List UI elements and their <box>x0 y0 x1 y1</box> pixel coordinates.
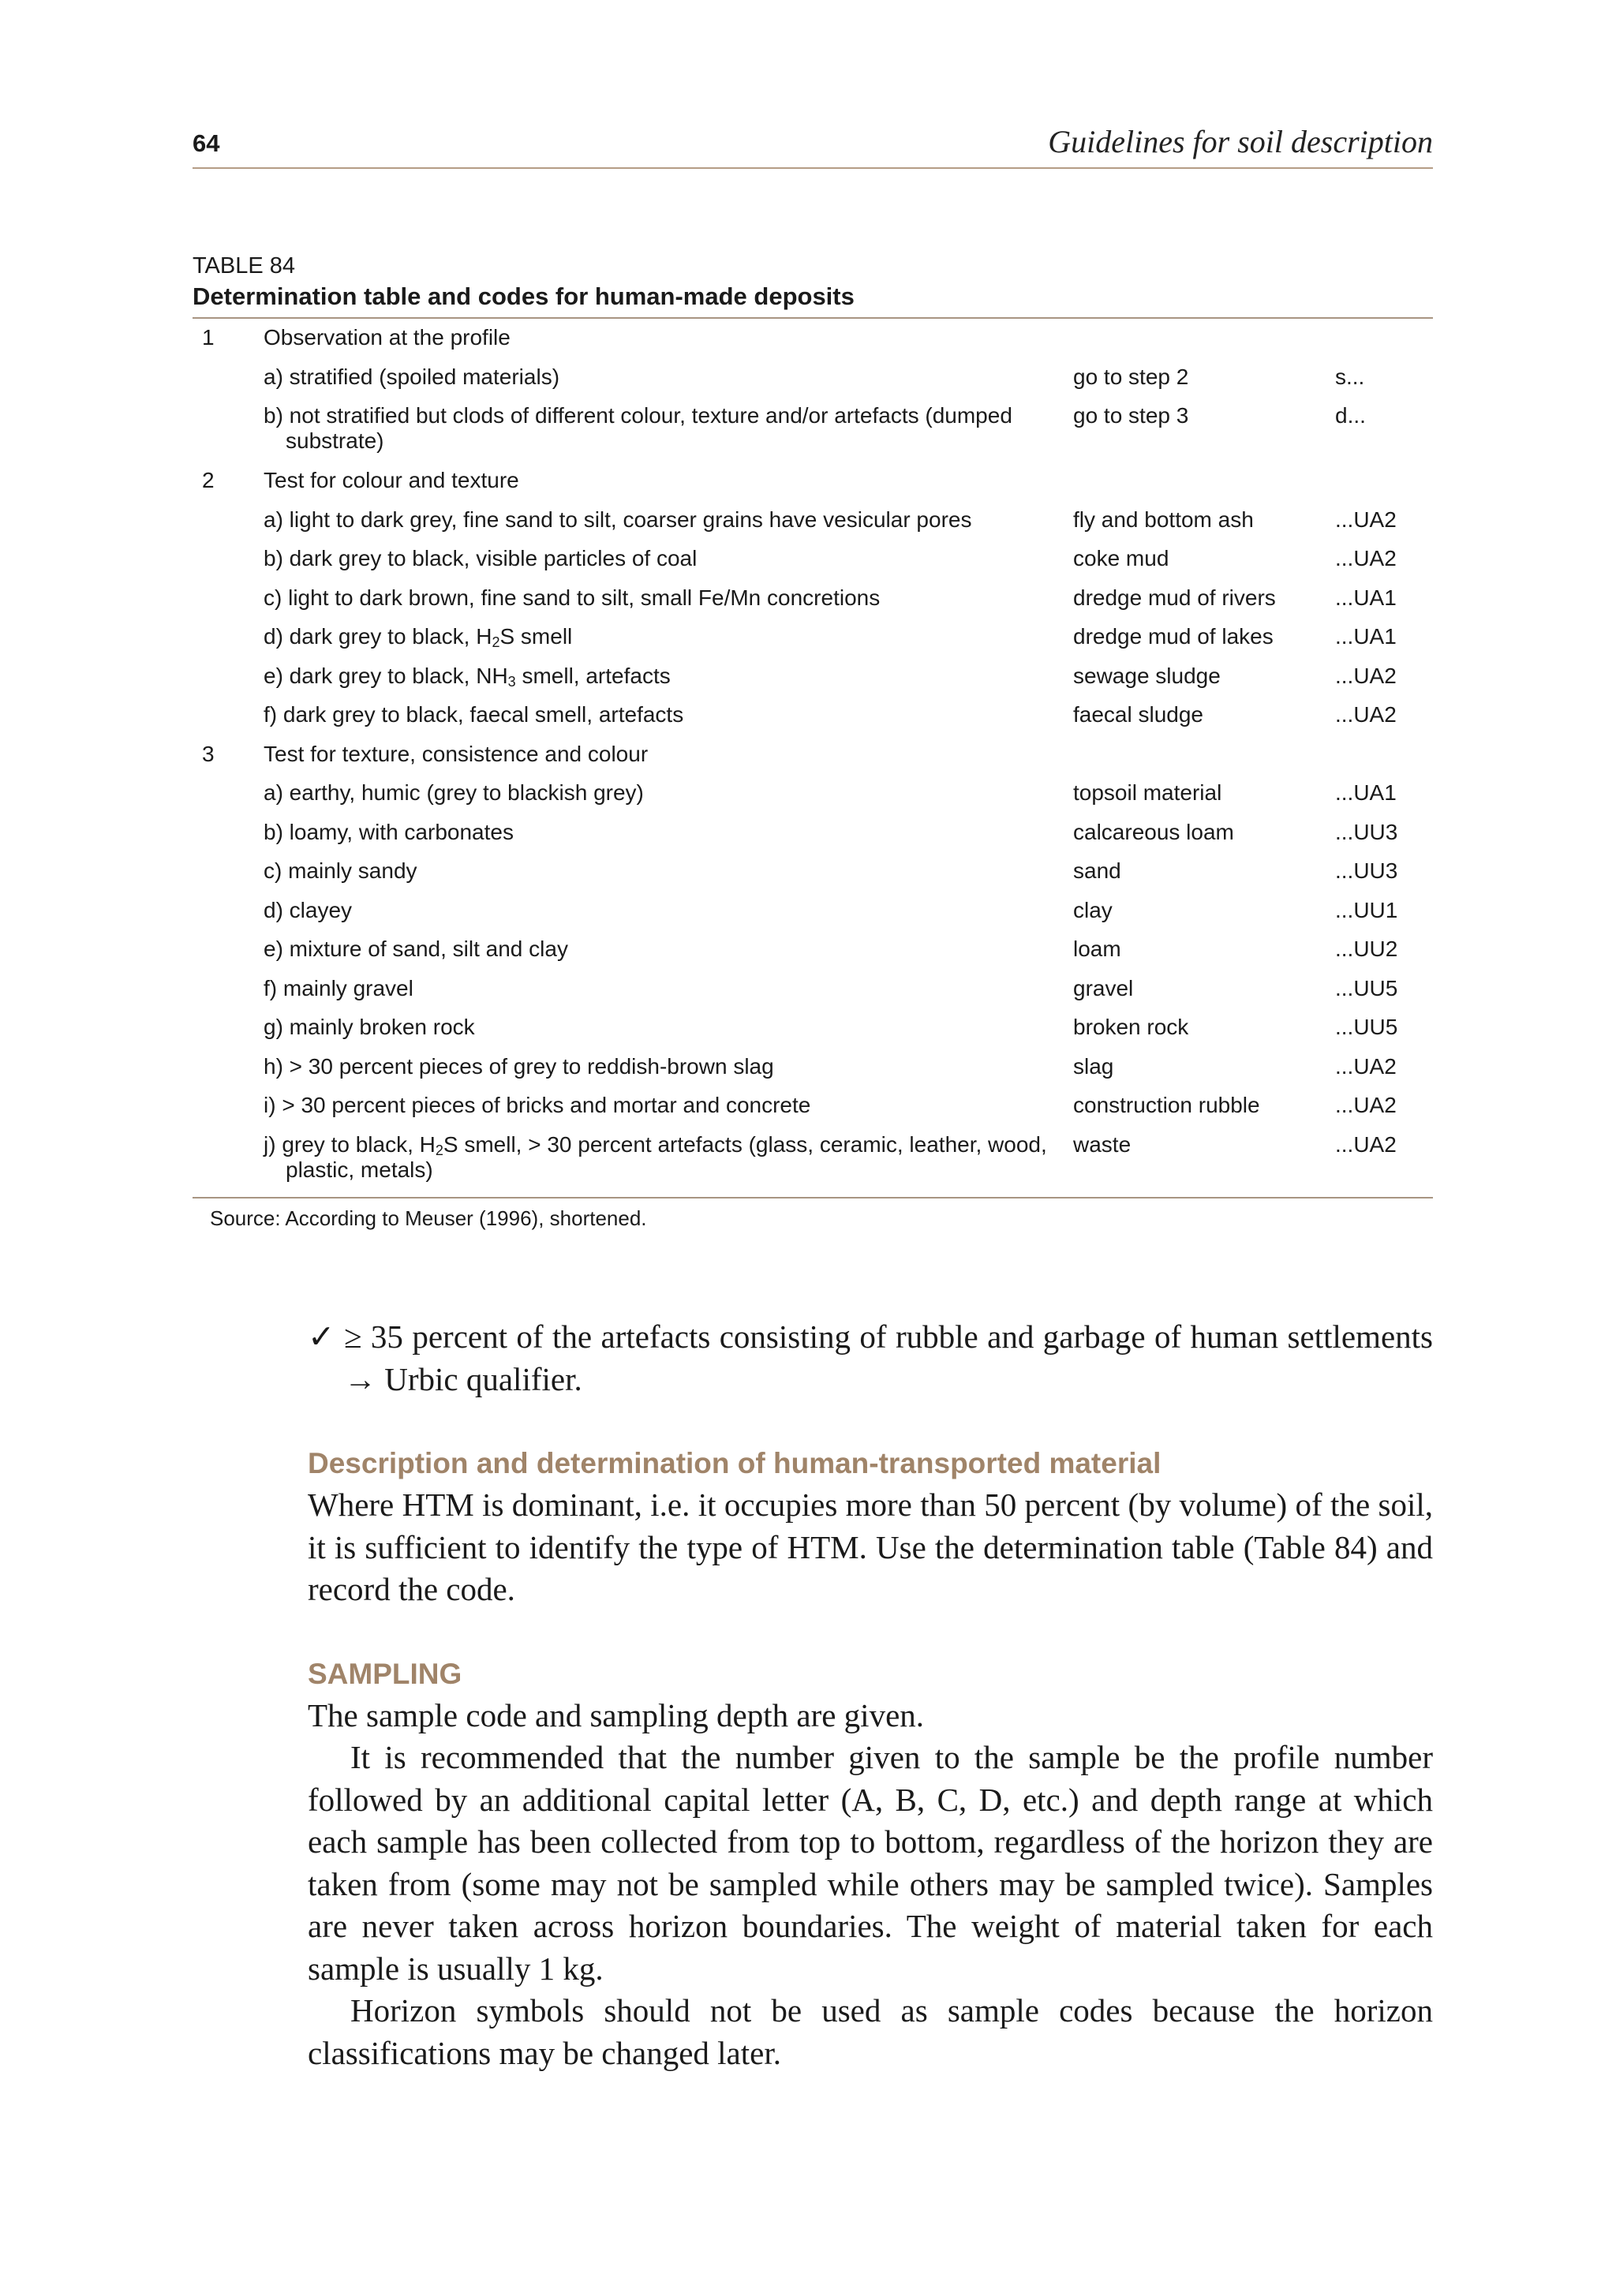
step-number: 2 <box>202 468 215 492</box>
criterion-description <box>264 930 1073 970</box>
urbic-check-item <box>308 1316 1433 1400</box>
deposit-code: ...UA2 <box>1335 663 1397 688</box>
table-row <box>193 930 1433 970</box>
table-row <box>193 319 1433 358</box>
deposit-type: go to step 2 <box>1073 364 1189 389</box>
deposit-type: calcareous loam <box>1073 819 1234 844</box>
deposit-type: coke mud <box>1073 546 1169 570</box>
determination-table-block <box>193 251 1433 1231</box>
criterion-description <box>264 657 1073 697</box>
deposit-code: ...UA1 <box>1335 624 1397 649</box>
check-item-text: ≥ 35 percent of the artefacts consisting of rubble and garbage of human settlements → Urbic qualifier. <box>344 1318 1433 1397</box>
criterion-description <box>264 1126 1073 1191</box>
paragraph-sampling-1: The sample code and sampling depth are given. <box>308 1696 925 1733</box>
table-label: TABLE 84 <box>193 253 296 279</box>
deposit-type: dredge mud of lakes <box>1073 624 1274 649</box>
step-number <box>193 930 264 970</box>
deposit-type: sewage sludge <box>1073 663 1221 688</box>
criterion-description <box>264 813 1073 853</box>
deposit-code: ...UA2 <box>1335 507 1397 532</box>
table-caption: Determination table and codes for human-made deposits <box>193 282 855 310</box>
step-number <box>193 1086 264 1126</box>
table-bottom-rule <box>193 1197 1433 1198</box>
deposit-code <box>1335 319 1433 358</box>
deposit-type <box>1073 462 1335 501</box>
criterion-description <box>264 735 1073 775</box>
description-text: a) earthy, humic (grey to blackish grey) <box>264 780 644 805</box>
deposit-type: fly and bottom ash <box>1073 507 1254 532</box>
step-number <box>193 501 264 540</box>
deposit-type: clay <box>1073 897 1113 922</box>
step-number <box>193 1008 264 1048</box>
deposit-code: ...UU5 <box>1335 1015 1398 1039</box>
step-number <box>193 813 264 853</box>
deposit-code: ...UU5 <box>1335 975 1398 1000</box>
deposit-type <box>1073 319 1335 358</box>
deposit-code: d... <box>1335 403 1366 428</box>
deposit-code: ...UA2 <box>1335 702 1397 727</box>
page-number: 64 <box>193 129 220 157</box>
table-row <box>193 1126 1433 1191</box>
table-row <box>193 1086 1433 1126</box>
paragraph-htm: Where HTM is dominant, i.e. it occupies more than 50 percent (by volume) of the soil, it is sufficient to identify the type of HTM. Use the determination table (Table 84) and record the code. <box>308 1486 1433 1607</box>
step-number: 3 <box>202 741 215 766</box>
deposit-type: topsoil material <box>1073 780 1222 805</box>
subscript: 2 <box>435 1142 443 1158</box>
criterion-description <box>264 1048 1073 1087</box>
description-text: smell, artefacts <box>515 663 671 688</box>
table-row <box>193 618 1433 657</box>
deposit-type: dredge mud of rivers <box>1073 585 1276 610</box>
table-row <box>193 892 1433 931</box>
deposit-type <box>1073 735 1335 775</box>
deposit-code: ...UA2 <box>1335 1093 1397 1117</box>
paragraph-sampling-3: Horizon symbols should not be used as sample codes because the horizon classifications may be changed later. <box>308 1992 1433 2071</box>
deposit-code: ...UA2 <box>1335 1053 1397 1079</box>
deposit-type: gravel <box>1073 975 1134 1000</box>
table-source: Source: According to Meuser (1996), shortened. <box>210 1206 647 1230</box>
step-number <box>193 1126 264 1191</box>
description-text: j) grey to black, H <box>264 1131 436 1157</box>
description-text: e) dark grey to black, NH <box>264 663 508 688</box>
description-text: b) not stratified but clods of different colour, texture and/or artefacts (dumped substrate) <box>264 403 1012 453</box>
determination-table <box>193 319 1433 1191</box>
criterion-description <box>264 970 1073 1009</box>
deposit-type: broken rock <box>1073 1015 1189 1039</box>
description-text: f) mainly gravel <box>264 975 413 1000</box>
step-number <box>193 579 264 619</box>
description-text: Observation at the profile <box>264 325 511 350</box>
table-row <box>193 657 1433 697</box>
step-number <box>193 852 264 892</box>
table-row <box>193 696 1433 735</box>
description-text: Test for texture, consistence and colour <box>264 741 649 766</box>
criterion-description <box>264 501 1073 540</box>
description-text: h) > 30 percent pieces of grey to reddish-brown slag <box>264 1053 774 1079</box>
criterion-description <box>264 462 1073 501</box>
step-number <box>193 657 264 697</box>
deposit-code <box>1335 735 1433 775</box>
step-number: 1 <box>202 325 215 350</box>
deposit-code <box>1335 462 1433 501</box>
criterion-description <box>264 618 1073 657</box>
deposit-type: faecal sludge <box>1073 702 1204 727</box>
step-number <box>193 892 264 931</box>
deposit-type: construction rubble <box>1073 1093 1260 1117</box>
deposit-code: ...UA2 <box>1335 1131 1397 1157</box>
description-text: b) loamy, with carbonates <box>264 819 514 844</box>
deposit-type: loam <box>1073 937 1121 961</box>
description-text: b) dark grey to black, visible particles of coal <box>264 546 698 570</box>
criterion-description <box>264 852 1073 892</box>
table-row <box>193 540 1433 579</box>
deposit-code: s... <box>1335 364 1365 389</box>
description-text: i) > 30 percent pieces of bricks and mortar and concrete <box>264 1093 811 1117</box>
description-text: a) stratified (spoiled materials) <box>264 364 560 389</box>
page-header <box>193 118 1433 169</box>
criterion-description <box>264 319 1073 358</box>
description-text: g) mainly broken rock <box>264 1015 475 1039</box>
step-number <box>193 358 264 398</box>
deposit-code: ...UA1 <box>1335 585 1397 610</box>
criterion-description <box>264 696 1073 735</box>
paragraph-sampling-2: It is recommended that the number given to the sample be the profile number followed by an additional capital letter (A, B, C, D, etc.) and depth range at which each sample has been collected from top to bottom, regardless of the horizon they are taken from (some may not be sampled while others may be sampled twice). Samples are never taken across horizon boundaries. The weight of material taken for each sample is usually 1 kg. <box>308 1739 1433 1987</box>
table-row <box>193 735 1433 775</box>
step-number <box>193 397 264 462</box>
running-title: Guidelines for soil description <box>1048 124 1433 159</box>
table-row <box>193 579 1433 619</box>
deposit-code: ...UU2 <box>1335 937 1398 961</box>
criterion-description <box>264 579 1073 619</box>
step-number <box>193 618 264 657</box>
step-number <box>193 696 264 735</box>
section-heading-sampling: SAMPLING <box>308 1657 462 1690</box>
table-row <box>193 397 1433 462</box>
description-text: d) clayey <box>264 897 353 922</box>
deposit-type: sand <box>1073 858 1121 883</box>
description-text: c) light to dark brown, fine sand to silt, small Fe/Mn concretions <box>264 585 881 610</box>
body-text <box>308 1316 1433 2074</box>
deposit-type: slag <box>1073 1053 1114 1079</box>
criterion-description <box>264 540 1073 579</box>
section-heading-htm: Description and determination of human-transported material <box>308 1447 1162 1479</box>
checkmark-icon: ✓ <box>308 1318 335 1355</box>
deposit-code: ...UU3 <box>1335 858 1398 883</box>
description-text: f) dark grey to black, faecal smell, artefacts <box>264 702 684 727</box>
table-row <box>193 358 1433 398</box>
description-text: e) mixture of sand, silt and clay <box>264 937 568 961</box>
step-number <box>193 540 264 579</box>
subscript: 3 <box>507 673 516 690</box>
description-text: c) mainly sandy <box>264 858 417 883</box>
step-number <box>193 1048 264 1087</box>
table-row <box>193 1008 1433 1048</box>
description-text: a) light to dark grey, fine sand to silt, coarser grains have vesicular pores <box>264 507 972 532</box>
description-text: S smell, > 30 percent artefacts (glass, ceramic, leather, wood, plastic, metals) <box>286 1131 1047 1182</box>
criterion-description <box>264 1086 1073 1126</box>
table-row <box>193 462 1433 501</box>
description-text: Test for colour and texture <box>264 468 519 492</box>
deposit-type: waste <box>1073 1131 1132 1157</box>
criterion-description <box>264 1008 1073 1048</box>
criterion-description <box>264 774 1073 813</box>
description-text: d) dark grey to black, H <box>264 624 492 649</box>
table-row <box>193 774 1433 813</box>
description-text: S smell <box>499 624 573 649</box>
table-row <box>193 813 1433 853</box>
step-number <box>193 970 264 1009</box>
table-row <box>193 1048 1433 1087</box>
step-number <box>193 774 264 813</box>
criterion-description <box>264 358 1073 398</box>
deposit-code: ...UU1 <box>1335 897 1398 922</box>
deposit-code: ...UU3 <box>1335 819 1398 844</box>
criterion-description <box>264 397 1073 462</box>
deposit-code: ...UA1 <box>1335 780 1397 805</box>
table-row <box>193 852 1433 892</box>
subscript: 2 <box>492 634 500 650</box>
deposit-type: go to step 3 <box>1073 403 1189 428</box>
table-row <box>193 501 1433 540</box>
table-row <box>193 970 1433 1009</box>
criterion-description <box>264 892 1073 931</box>
deposit-code: ...UA2 <box>1335 546 1397 570</box>
